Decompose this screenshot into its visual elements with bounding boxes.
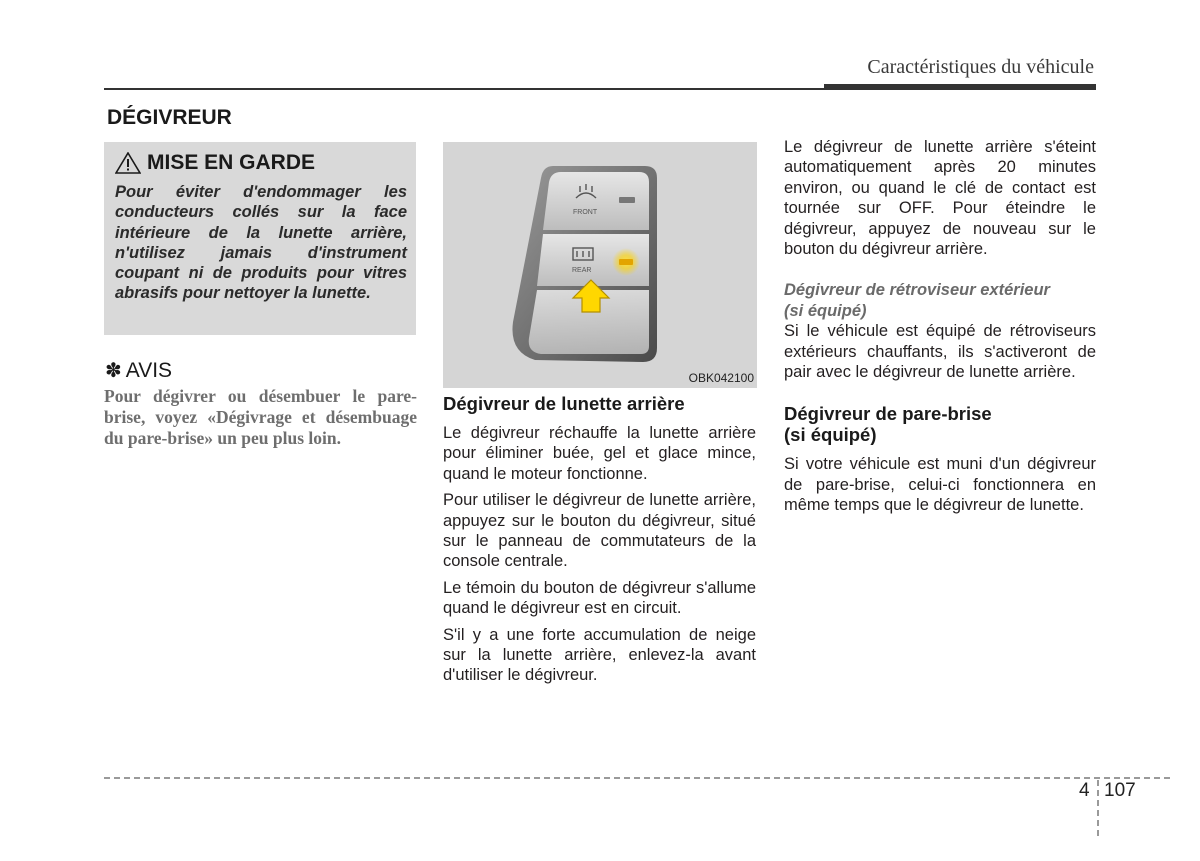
avis-title: AVIS xyxy=(125,358,173,382)
rear-label: REAR xyxy=(572,267,592,274)
auto-off-paragraph: Le dégivreur de lunette arrière s'éteint automatiquement après 20 minutes environ, ou quand le clé de contact est tournée sur OFF. Pour éteindre le dégivreur, appuyez de nouveau sur le bouton du dégivreur arrière. xyxy=(784,138,1096,259)
chapter-number: 4 xyxy=(1079,780,1090,801)
mirror-defroster-body: Si le véhicule est équipé de rétroviseurs extérieurs chauffants, ils s'activeront de pair avec le dégivreur de lunette arrière. xyxy=(784,322,1096,382)
rear-defroster-title: Dégivreur de lunette arrière xyxy=(443,393,685,414)
avis-star-icon: ✽ xyxy=(105,360,122,382)
warning-triangle-icon xyxy=(115,152,141,174)
rear-defroster-p1: Le dégivreur réchauffe la lunette arrière pour éliminer buée, gel et glace mince, quand le moteur fonctionne. xyxy=(443,424,756,483)
footer-divider xyxy=(1097,780,1099,836)
warning-heading xyxy=(115,150,407,176)
windshield-title-line2: (si équipé) xyxy=(784,424,877,446)
mirror-defroster-heading xyxy=(784,280,1096,321)
front-label: FRONT xyxy=(573,209,598,216)
avis-heading xyxy=(105,358,172,383)
indicator-lamp xyxy=(619,259,633,265)
defroster-switch-illustration xyxy=(443,142,757,388)
warning-body: Pour éviter d'endommager les conducteurs collés sur la face intérieure de la lunette arrière, n'utilisez jamais d'instrument coupant ni de produits pour vitres abrasifs pour nettoyer la lunette. xyxy=(115,183,407,303)
windshield-title-line1: Dégivreur de pare-brise xyxy=(784,403,992,425)
figure-code: OBK042100 xyxy=(688,371,754,385)
warning-box xyxy=(104,142,416,335)
rear-defroster-p2: Pour utiliser le dégivreur de lunette arrière, appuyez sur le bouton du dégivreur, situé sur le panneau de commutateurs de la console centrale. xyxy=(443,491,756,571)
right-column xyxy=(784,137,1096,516)
running-header: Caractéristiques du véhicule xyxy=(867,56,1094,78)
mirror-title-line2: (si équipé) xyxy=(784,301,867,320)
page-number: 107 xyxy=(1104,780,1136,801)
rear-defroster-p3: Le témoin du bouton de dégivreur s'allume quand le dégivreur est en circuit. xyxy=(443,578,756,618)
warning-title: MISE EN GARDE xyxy=(147,151,316,174)
section-title: DÉGIVREUR xyxy=(107,106,232,129)
rear-defroster-p4: S'il y a une forte accumulation de neige sur la lunette arrière, enlevez-la avant d'utiliser le dégivreur. xyxy=(443,625,756,685)
defroster-switch-figure xyxy=(443,142,757,388)
rear-defroster-section xyxy=(443,393,756,686)
windshield-defroster-heading xyxy=(784,403,1096,445)
avis-body: Pour dégivrer ou désembuer le pare-brise, voyez «Dégivrage et désembuage du pare-brise» un peu plus loin. xyxy=(104,386,417,448)
windshield-defroster-body: Si votre véhicule est muni d'un dégivreur de pare-brise, celui-ci fonctionnera en même temps que le dégivreur de lunette. xyxy=(784,455,1096,515)
mirror-title-line1: Dégivreur de rétroviseur extérieur xyxy=(784,281,1050,300)
footer-rule xyxy=(104,777,1170,779)
header-rule-accent xyxy=(824,84,1096,90)
